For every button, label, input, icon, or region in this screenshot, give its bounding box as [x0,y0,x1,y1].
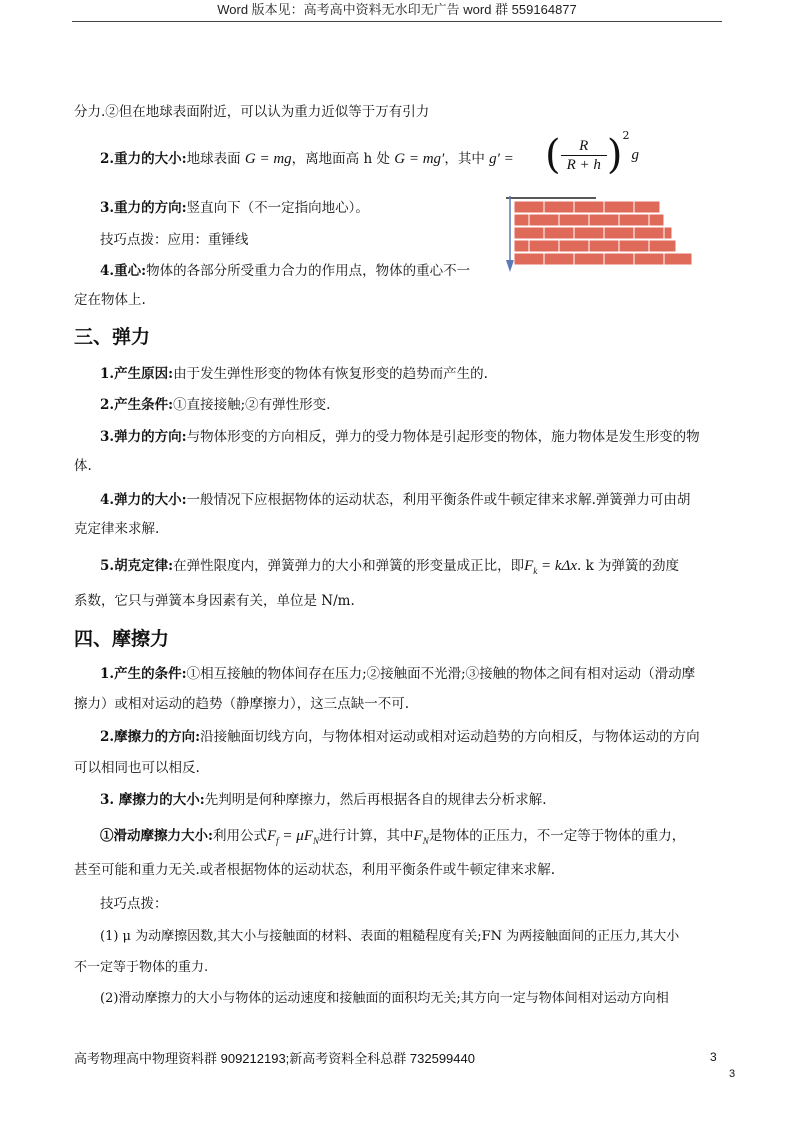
brick [559,214,589,226]
friction-p4-text-2: 甚至可能和重力无关.或者根据物体的运动状态，利用平衡条件或牛顿定律来求解. [74,862,556,878]
gravity-tip: 技巧点拨：应用：重锤线 [100,232,249,248]
gravity-size-text-b: ，离地面高 h 处 [291,151,390,167]
elastic-p2-text: ①直接接触;②有弹性形变. [173,397,331,413]
friction-p1-label: 1.产生的条件: [100,666,187,682]
friction-rhs-sub: N [313,836,320,846]
elastic-p2-label: 2.产生条件: [100,397,174,413]
brick [559,240,589,252]
elastic-p4-label: 4.弹力的大小: [100,492,187,508]
page-number: 3 [710,1050,717,1064]
brick [664,253,692,265]
elastic-p5-label: 5.胡克定律: [100,558,174,574]
friction-tip-1: (1) μ 为动摩擦因数,其大小与接触面的材料、表面的粗糙程度有关;FN 为两接触面间的正压力,其大小 [100,929,680,944]
brick [589,240,619,252]
gravity-size-text-a: 地球表面 [186,151,241,167]
elastic-p5-text-a: 在弹性限度内，弹簧弹力的大小和弹簧的形变量成正比，即 [173,558,525,574]
brick [619,240,649,252]
friction-p3 [100,790,547,810]
friction-p4 [100,826,685,851]
friction-p1-text-2: 擦力）或相对运动的趋势（静摩擦力），这三点缺一不可. [74,696,410,712]
center-gravity-line [100,261,470,281]
brick [514,227,544,239]
hooke-F: F [524,558,534,574]
brick [604,227,634,239]
header-rule [72,21,722,22]
page-header: Word 版本见：高考高中资料无水印无广告 word 群 559164877 [217,2,577,17]
brick-wall-plumb-figure [500,196,700,276]
friction-p4-label: ①滑动摩擦力大小: [100,828,213,844]
brick [514,240,529,252]
brick [514,201,544,213]
friction-p1-text: ①相互接触的物体间存在压力;②接触面不光滑;③接触的物体之间有相对运动（滑动摩 [186,666,696,682]
friction-p4-text-c: 是物体的正压力，不一定等于物体的重力， [428,828,686,844]
friction-p3-text: 先判明是何种摩擦力，然后再根据各自的规律去分析求解. [204,792,547,808]
elastic-p3 [100,427,700,447]
brick [634,201,660,213]
brick [604,201,634,213]
elastic-p5-text-2: 系数，它只与弹簧本身因素有关，单位是 N/m. [74,593,355,609]
gravity-direction-text: 竖直向下（不一定指向地心）。 [186,200,369,216]
brick [574,201,604,213]
brick [574,253,604,265]
gravity-size-line [100,149,514,169]
friction-rhs: = μF [278,828,313,844]
fraction-denominator: R + h [566,156,601,173]
friction-tip-1-line-2: 不一定等于物体的重力. [74,960,209,975]
brick [589,214,619,226]
friction-p2-text-2: 可以相同也可以相反. [74,760,200,776]
brick [649,240,676,252]
friction-sub: f [276,836,279,846]
gravity-continuation: 分力.②但在地球表面附近，可以认为重力近似等于万有引力 [74,104,430,120]
brick [649,214,664,226]
gravity-fraction [561,137,607,174]
elastic-p5 [100,556,679,581]
gravity-size-label: 2.重力的大小: [100,151,187,167]
gravity-formula-a: G = mg [244,151,292,167]
friction-p1 [100,664,695,684]
exponent: 2 [622,129,630,142]
friction-tip: 技巧点拨： [100,896,168,912]
center-gravity-text: 物体的各部分所受重力合力的作用点，物体的重心不一 [146,263,471,279]
friction-tip-2: (2)滑动摩擦力的大小与物体的运动速度和接触面的面积均无关;其方向一定与物体间相对运动方向相 [100,991,669,1006]
gravity-formula-b: G = mg′ [394,151,445,167]
elastic-p4-text: 一般情况下应根据物体的运动状态，利用平衡条件或牛顿定律来求解.弹簧弹力可由胡 [186,492,691,508]
left-paren: ( [545,132,561,178]
page-footer: 高考物理高中物理资料群 909212193;新高考资料全科总群 732599440 [74,1051,475,1066]
elastic-p3-text: 与物体形变的方向相反，弹力的受力物体是引起形变的物体，施力物体是发生形变的物 [186,429,700,445]
elastic-p3-text-2: 体. [74,458,92,474]
brick [514,253,544,265]
friction-p4-text-a: 利用公式 [212,828,267,844]
gravity-formula-c: g′ = [489,151,514,167]
elastic-p1-label: 1.产生原因: [100,366,174,382]
page-number-secondary: 3 [729,1068,736,1080]
center-gravity-text-2: 定在物体上. [74,292,146,308]
gravity-direction-line [100,198,369,218]
elastic-p3-label: 3.弹力的方向: [100,429,187,445]
elastic-p1 [100,364,488,384]
brick [529,214,559,226]
elastic-p4 [100,490,690,510]
brick [544,253,574,265]
brick [634,253,664,265]
friction-p3-label: 3. 摩擦力的大小: [100,792,205,808]
brick [574,227,604,239]
hooke-rhs: = kΔx [537,558,577,574]
brick [529,240,559,252]
hooke-formula [524,558,577,574]
normal-force-symbol [414,828,429,844]
gravity-fraction-expression [545,129,640,178]
friction-F: F [266,828,277,844]
section-heading-friction: 四、摩擦力 [74,628,170,650]
gravity-direction-label: 3.重力的方向: [100,200,187,216]
friction-p2-label: 2.摩擦力的方向: [100,729,201,745]
right-paren: ) [606,132,623,178]
normal-F: F [413,828,423,844]
fraction-numerator: R [561,137,607,156]
plumb-bob [506,260,514,272]
gravity-g: g [631,146,640,163]
elastic-p2 [100,395,330,415]
gravity-size-text-c: ，其中 [444,151,485,167]
friction-p4-text-b: 进行计算，其中 [319,828,414,844]
friction-p2-text: 沿接触面切线方向，与物体相对运动或相对运动趋势的方向相反，与物体运动的方向 [200,729,700,745]
brick [544,227,574,239]
friction-p2 [100,727,700,747]
brick [619,214,649,226]
brick [544,201,574,213]
center-gravity-label: 4.重心: [100,263,147,279]
brick-rows [514,201,692,265]
elastic-p1-text: 由于发生弹性形变的物体有恢复形变的趋势而产生的. [173,366,488,382]
brick [604,253,634,265]
normal-sub: N [422,836,429,846]
hooke-sub: k [533,566,538,576]
brick [514,214,529,226]
section-heading-elastic: 三、弹力 [74,326,151,348]
brick [634,227,664,239]
friction-formula [267,828,319,844]
elastic-p4-text-2: 克定律来求解. [74,521,160,537]
elastic-p5-text-b: . k 为弹簧的劲度 [577,558,680,574]
brick [664,227,672,239]
